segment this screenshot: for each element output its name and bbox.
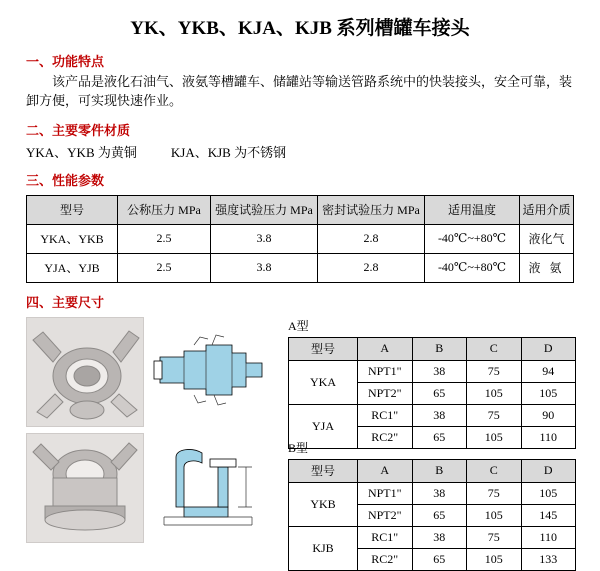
photo-coupling-a <box>26 317 144 427</box>
performance-table <box>26 195 574 283</box>
dima-r1-l0-c3: 90 <box>521 404 576 426</box>
dimb-r1-l1-c3: 133 <box>521 548 576 570</box>
dima-header-3: C <box>467 337 522 360</box>
material-left: YKA、YKB 为黄铜 <box>26 144 137 160</box>
material-right: KJA、KJB 为不锈钢 <box>170 144 287 160</box>
dimb-header-2: B <box>412 459 467 482</box>
section-heading-features: 一、功能特点 <box>26 54 105 69</box>
table-row <box>27 224 574 253</box>
dima-r0-l1-c3: 105 <box>521 382 576 404</box>
dima-header-1: A <box>358 337 413 360</box>
dima-r1-model: YJA <box>289 404 358 448</box>
perf-r0-c5: 液化气 <box>520 224 574 253</box>
table-row <box>289 482 576 504</box>
dimb-r1-l0-c1: 38 <box>412 526 467 548</box>
dimb-header-0: 型号 <box>289 459 358 482</box>
dimb-header-4: D <box>521 459 576 482</box>
perf-r1-c2: 3.8 <box>211 253 318 282</box>
perf-header-3: 密封试验压力 MPa <box>318 195 425 224</box>
dimb-r1-model: KJB <box>289 526 358 570</box>
dima-r1-l0-c0: RC1" <box>358 404 413 426</box>
table-header-row <box>289 459 576 482</box>
dima-r1-l0-c1: 38 <box>412 404 467 426</box>
perf-r0-c2: 3.8 <box>211 224 318 253</box>
dima-r0-l0-c1: 38 <box>412 360 467 382</box>
dima-r1-l0-c2: 75 <box>467 404 522 426</box>
table-row <box>289 526 576 548</box>
dima-r1-l1-c2: 105 <box>467 426 522 448</box>
table-row <box>27 253 574 282</box>
perf-r1-c0: YJA、YJB <box>27 253 118 282</box>
dimb-r1-l1-c1: 65 <box>412 548 467 570</box>
perf-r0-c3: 2.8 <box>318 224 425 253</box>
dimb-r0-l0-c3: 105 <box>521 482 576 504</box>
dima-header-4: D <box>521 337 576 360</box>
dima-r0-l1-c2: 105 <box>467 382 522 404</box>
perf-header-4: 适用温度 <box>425 195 520 224</box>
dima-header-0: 型号 <box>289 337 358 360</box>
dimb-r0-l1-c3: 145 <box>521 504 576 526</box>
perf-r1-c1: 2.5 <box>118 253 211 282</box>
dimb-r1-l0-c2: 75 <box>467 526 522 548</box>
perf-r0-c4: -40℃~+80℃ <box>425 224 520 253</box>
dimb-r0-model: YKB <box>289 482 358 526</box>
photo-coupling-b <box>26 433 144 543</box>
dima-r0-l1-c1: 65 <box>412 382 467 404</box>
perf-r0-c1: 2.5 <box>118 224 211 253</box>
table-row <box>289 360 576 382</box>
dimb-r1-l0-c0: RC1" <box>358 526 413 548</box>
material-line <box>26 142 600 161</box>
section-heading-dimensions: 四、主要尺寸 <box>26 294 105 310</box>
product-images <box>26 317 276 549</box>
drawing-type-a <box>150 317 274 425</box>
photo-b-graphic <box>27 434 143 542</box>
dim-block-b <box>288 439 578 571</box>
dima-r0-l1-c0: NPT2" <box>358 382 413 404</box>
dima-r0-l0-c3: 94 <box>521 360 576 382</box>
dimb-r0-l1-c2: 105 <box>467 504 522 526</box>
dimb-r0-l1-c0: NPT2" <box>358 504 413 526</box>
dimb-r0-l0-c0: NPT1" <box>358 482 413 504</box>
perf-r0-c0: YKA、YKB <box>27 224 118 253</box>
product-row-b <box>26 433 276 541</box>
dima-r1-l1-c0: RC2" <box>358 426 413 448</box>
dimb-r0-l0-c2: 75 <box>467 482 522 504</box>
perf-r1-c5: 液 氨 <box>520 253 574 282</box>
dimension-table-b <box>288 459 576 571</box>
dimb-r1-l1-c2: 105 <box>467 548 522 570</box>
section-heading-material: 二、主要零件材质 <box>26 122 131 138</box>
table-header-row <box>289 337 576 360</box>
perf-header-5: 适用介质 <box>520 195 574 224</box>
dimb-r1-l1-c0: RC2" <box>358 548 413 570</box>
features-text: 该产品是液化石油气、液氨等槽罐车、储罐站等输送管路系统中的快装接头，安全可靠，装卸方便，可实现快速作业。 <box>26 74 573 108</box>
drawing-type-b <box>150 433 274 541</box>
dim-label-a: A型 <box>288 318 309 333</box>
perf-r1-c4: -40℃~+80℃ <box>425 253 520 282</box>
drawing-a-graphic <box>150 317 274 425</box>
dima-r0-model: YKA <box>289 360 358 404</box>
dimb-r0-l1-c1: 65 <box>412 504 467 526</box>
perf-header-0: 型号 <box>27 195 118 224</box>
dim-block-a <box>288 317 578 449</box>
perf-header-1: 公称压力 MPa <box>118 195 211 224</box>
dimb-header-3: C <box>467 459 522 482</box>
dima-r1-l1-c1: 65 <box>412 426 467 448</box>
dimb-r1-l0-c3: 110 <box>521 526 576 548</box>
section-heading-performance: 三、性能参数 <box>26 172 105 188</box>
dima-r0-l0-c0: NPT1" <box>358 360 413 382</box>
drawing-b-graphic <box>150 433 274 541</box>
dima-r0-l0-c2: 75 <box>467 360 522 382</box>
page-title: YK、YKB、KJA、KJB 系列槽罐车接头 <box>130 18 470 39</box>
dimensions-area <box>0 317 600 566</box>
dim-label-b: B型 <box>288 440 309 455</box>
dima-r1-l1-c3: 110 <box>521 426 576 448</box>
product-row-a <box>26 317 276 425</box>
dimb-header-1: A <box>358 459 413 482</box>
photo-a-graphic <box>27 318 143 426</box>
dima-header-2: B <box>412 337 467 360</box>
dimension-table-a <box>288 337 576 449</box>
table-header-row <box>27 195 574 224</box>
dimb-r0-l0-c1: 38 <box>412 482 467 504</box>
table-row <box>289 404 576 426</box>
perf-header-2: 强度试验压力 MPa <box>211 195 318 224</box>
perf-r1-c3: 2.8 <box>318 253 425 282</box>
